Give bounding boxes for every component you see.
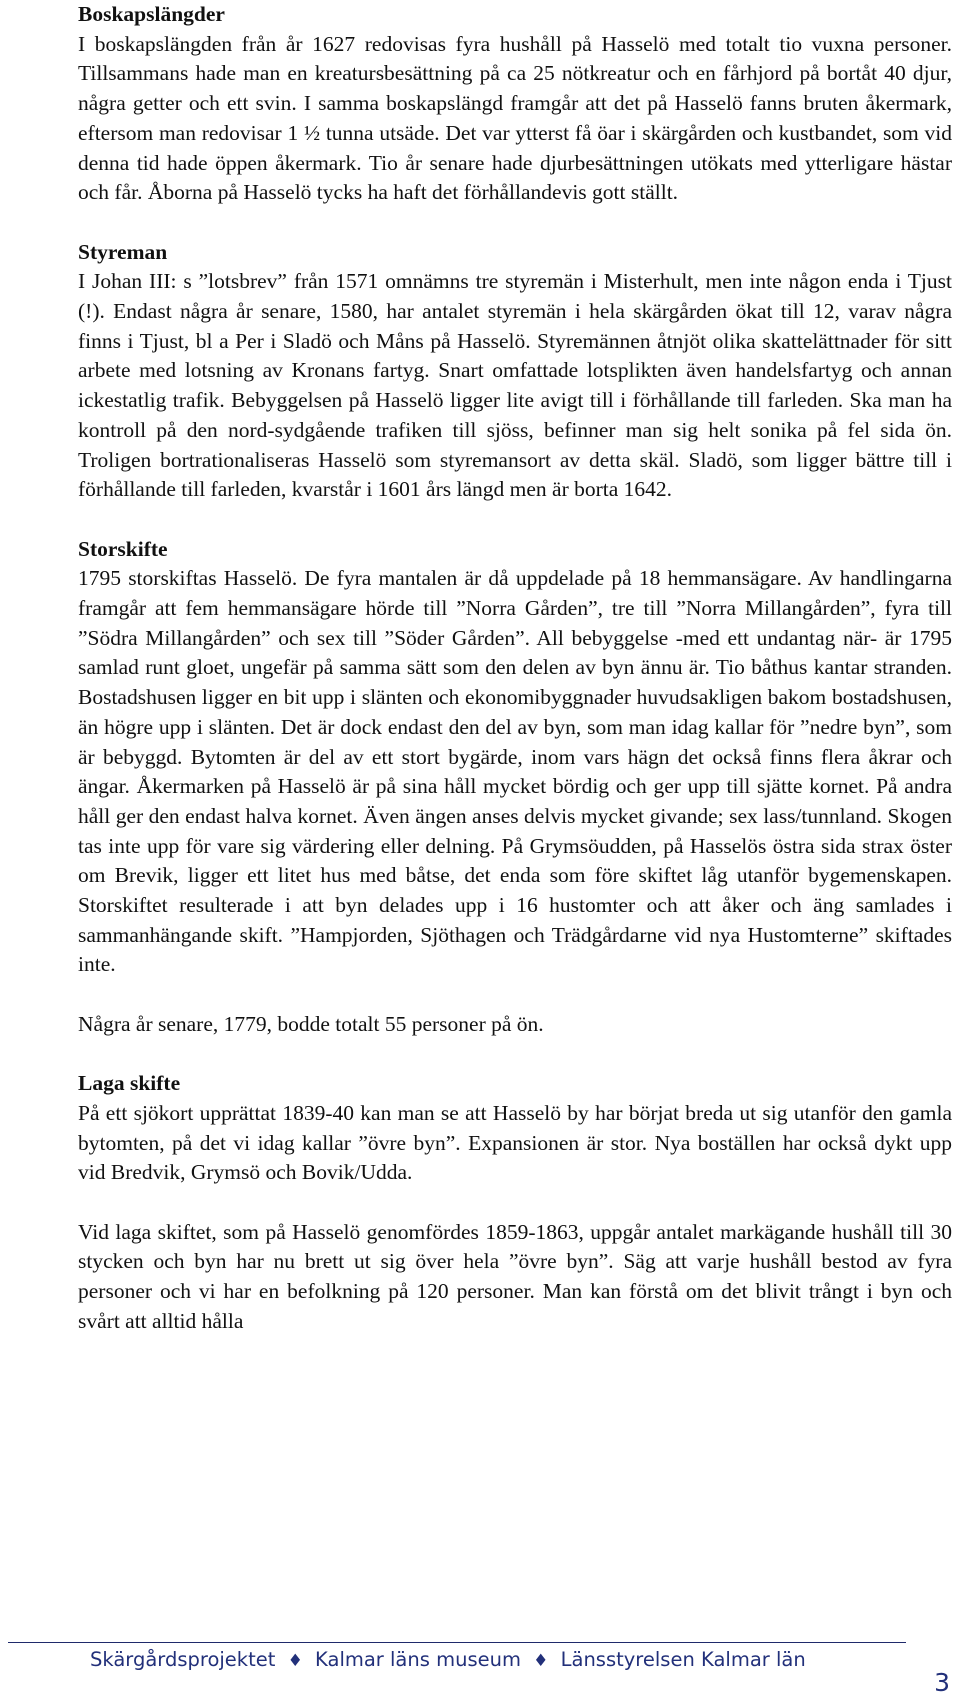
paragraph-boskapslangder: I boskapslängden från år 1627 redovisas fyra hushåll på Hasselö med totalt tio vuxna personer. Tillsammans hade man en kreatursbesättning på ca 25 nötkreatur och en fårhjord på bortåt 40 djur, några getter och ett svin. I samma boskapslängd framgår att det på Hasselö fanns bruten åkermark, eftersom man redovisar 1 ½ tunna utsäde. Det var ytterst få öar i skärgården och kustbandet, som vid denna tid hade öppen åkermark. Tio år senare hade djurbesättningen utökats med ytterligare hästar och får. Åborna på Hasselö tycks ha haft det förhållandevis gott ställt. xyxy=(78,31,952,205)
footer-museum: Kalmar läns museum xyxy=(315,1648,521,1671)
page-number: 3 xyxy=(934,1668,950,1697)
heading-styreman: Styreman xyxy=(78,239,168,264)
diamond-icon: ♦ xyxy=(287,1651,303,1671)
heading-storskifte: Storskifte xyxy=(78,536,168,561)
diamond-icon: ♦ xyxy=(533,1651,549,1671)
paragraph-laga-skifte-1: På ett sjökort upprättat 1839-40 kan man se att Hasselö by har börjat breda ut sig utanför den gamla bytomten, på det vi idag kallar ”övre byn”. Expansionen är stor. Nya boställen har också dykt upp vid Bredvik, Grymsö och Bovik/Udda. xyxy=(78,1100,952,1185)
paragraph-storskifte-1: 1795 storskiftas Hasselö. De fyra mantalen är då uppdelade på 18 hemmansägare. Av handlingarna framgår att fem hemmansägare hörde till ”Norra Gården”, tre till ”Norra Millangården”, fyra till ”Södra Millangården” och sex till ”Söder Gården”. All bebyggelse -med ett undantag när- är 1795 samlad runt gloet, ungefär på samma sätt som den delen av byn ännu är. Tio båthus kantar stranden. Bostadshusen ligger en bit upp i slänten och ekonomibyggnader huvudsakligen bakom bostadshusen, än högre upp i slänten. Det är dock endast den del av byn, som man idag kallar för ”nedre byn”, som är bebyggd. Bytomten är del av ett stort bygärde, inom vars hägn det också finns flera åkrar och ängar. Åkermarken på Hasselö är på sina håll mycket bördig och ger upp till sjätte kornet. På andra håll ger den endast halva kornet. Även ängen anses delvis mycket givande; sex lass/tunnland. Skogen tas inte upp för vare sig värdering eller delning. På Grymsöudden, på Hasselös östra sida strax öster om Brevik, ligger ett litet hus med båtse, det enda som före skiftet låg utanför bygemenskapen. Storskiftet resulterade i att byn delades upp i 16 hustomter och att åker och äng samlades i sammanhängande skift. ”Hampjorden, Sjöthagen och Trädgårdarne vid nya Hustomterne” skiftades inte. xyxy=(78,566,952,977)
footer-lansstyrelsen: Länsstyrelsen Kalmar län xyxy=(560,1648,806,1671)
paragraph-storskifte-2: Några år senare, 1779, bodde totalt 55 personer på ön. xyxy=(78,1011,544,1036)
document-body xyxy=(78,0,952,1337)
paragraph-styreman: I Johan III: s ”lotsbrev” från 1571 omnämns tre styremän i Misterhult, men inte någon enda i Tjust (!). Endast några år senare, 1580, har antalet styremän i hela skärgården ökat till 12, varav några finns i Tjust, bl a Per i Sladö och Måns på Hasselö. Styremännen åtnjöt olika skattelättnader för sitt arbete med lotsning av Kronans fartyg. Snart omfattade lotsplikten även handelsfartyg och annan ickestatlig trafik. Bebyggelsen på Hasselö ligger lite avigt till i förhållande till farleden. Ska man ha kontroll på den nord-sydgående trafiken till sjöss, befinner man sig helt sonika på fel sida ön. Troligen bortrationaliseras Hasselö som styremansort av detta skäl. Sladö, som ligger bättre till i förhållande till farleden, kvarstår i 1601 års längd men är borta 1642. xyxy=(78,269,952,502)
footer xyxy=(90,1648,806,1671)
heading-boskapslangder: Boskapslängder xyxy=(78,2,225,26)
paragraph-laga-skifte-2: Vid laga skiftet, som på Hasselö genomfördes 1859-1863, uppgår antalet markägande hushåll till 30 stycken och byn har nu brett ut sig över hela ”övre byn”. Säg att varje hushåll bestod av fyra personer och vi har en befolkning på 120 personer. Man kan förstå om det blivit trångt i byn och svårt att alltid hålla xyxy=(78,1219,952,1333)
footer-project: Skärgårdsprojektet xyxy=(90,1648,276,1671)
footer-divider xyxy=(8,1642,906,1643)
heading-laga-skifte: Laga skifte xyxy=(78,1071,181,1096)
